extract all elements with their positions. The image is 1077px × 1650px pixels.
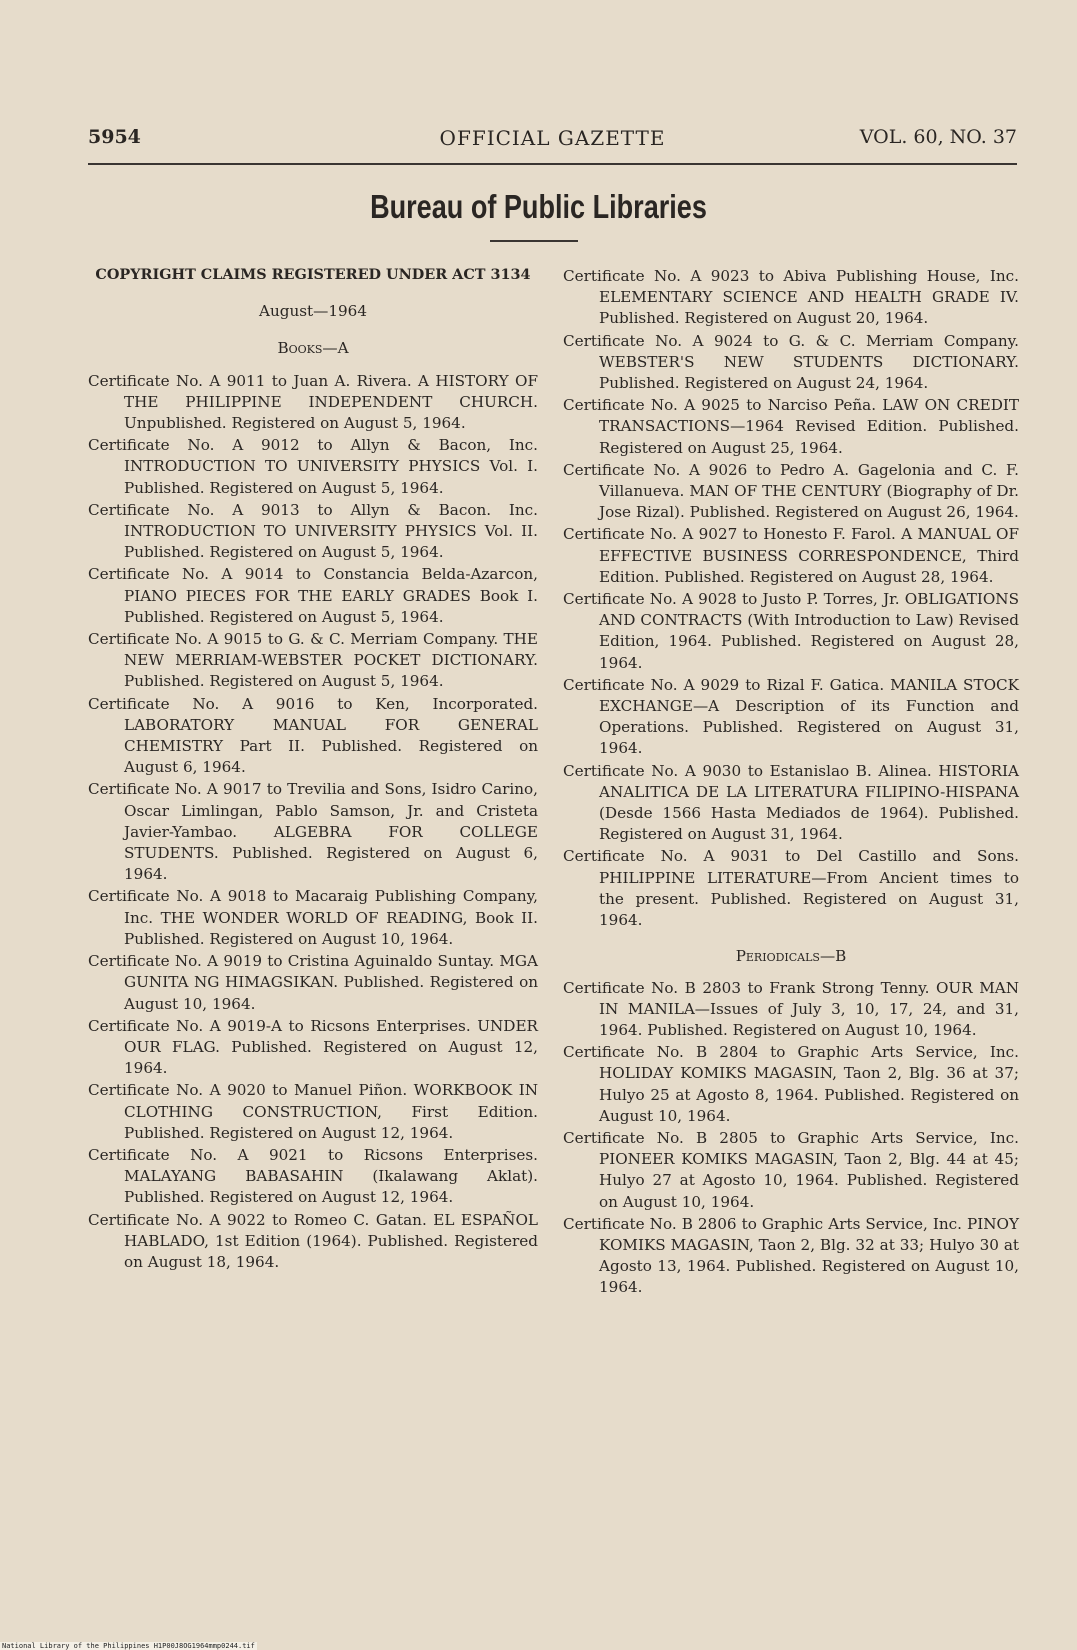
publication-title: OFFICIAL GAZETTE — [439, 126, 666, 150]
certificate-entry: Certificate No. B 2805 to Graphic Arts Service, Inc. PIONEER KOMIKS MAGASIN, Taon 2, Blg. 44 at 45; Hulyo 27 at Agosto 10, 1964. Published. Registered on August 10, 1964. — [563, 1128, 1019, 1211]
certificate-entry: Certificate No. A 9017 to Trevilia and Sons, Isidro Carino, Oscar Limlingan, Pablo Samson, Jr. and Cristeta Javier-Yambao. ALGEBRA FOR COLLEGE STUDENTS. Published. Registered on August 6, 1964. — [88, 780, 538, 884]
scan-footer: National Library of the Philippines H1P00J8OG1964mmp0244.tif — [2, 1642, 255, 1650]
certificate-entry: Certificate No. A 9013 to Allyn & Bacon. Inc. INTRODUCTION TO UNIVERSITY PHYSICS Vol. II. Published. Registered on August 5, 1964. — [88, 500, 538, 562]
certificate-entry: Certificate No. A 9031 to Del Castillo and Sons. PHILIPPINE LITERATURE—From Ancient times to the present. Published. Registered on August 31, 1964. — [563, 847, 1019, 930]
certificate-entry: Certificate No. A 9015 to G. & C. Merriam Company. THE NEW MERRIAM-WEBSTER POCKET DICTIONARY. Published. Registered on August 5, 1964. — [88, 630, 538, 691]
certificate-entry: Certificate No. B 2803 to Frank Strong Tenny. OUR MAN IN MANILA—Issues of July 3, 10, 17, 24, and 31, 1964. Published. Registered on August 10, 1964. — [563, 978, 1019, 1039]
right-column — [563, 266, 1019, 1300]
certificate-entry: Certificate No. A 9021 to Ricsons Enterprises. MALAYANG BABASAHIN (Ikalawang Aklat). Published. Registered on August 12, 1964. — [88, 1145, 538, 1207]
certificate-entry: Certificate No. A 9019-A to Ricsons Enterprises. UNDER OUR FLAG. Published. Registered on August 12, 1964. — [88, 1016, 538, 1078]
certificate-entry: Certificate No. A 9012 to Allyn & Bacon, Inc. INTRODUCTION TO UNIVERSITY PHYSICS Vol. I. Published. Registered on August 5, 1964. — [88, 436, 538, 497]
books-subheading: Books—A — [277, 339, 349, 358]
page-number: 5954 — [88, 126, 141, 148]
certificate-entry: Certificate No. A 9030 to Estanislao B. Alinea. HISTORIA ANALITICA DE LA LITERATURA FILIPINO-HISPANA (Desde 1566 Hasta Mediados de 1964). Published. Registered on August 31, 1964. — [563, 761, 1019, 844]
certificate-entry: Certificate No. A 9028 to Justo P. Torres, Jr. OBLIGATIONS AND CONTRACTS (With Introduction to Law) Revised Edition, 1964. Published. Registered on August 28, 1964. — [563, 590, 1019, 672]
certificate-entry: Certificate No. A 9026 to Pedro A. Gagelonia and C. F. Villanueva. MAN OF THE CENTURY (Biography of Dr. Jose Rizal). Published. Registered on August 26, 1964. — [563, 460, 1019, 522]
certificate-entry: Certificate No. A 9018 to Macaraig Publishing Company, Inc. THE WONDER WORLD OF READING, Book II. Published. Registered on August 10, 1964. — [88, 887, 538, 948]
certificate-entry: Certificate No. A 9027 to Honesto F. Farol. A MANUAL OF EFFECTIVE BUSINESS CORRESPONDENCE, Third Edition. Published. Registered on August 28, 1964. — [563, 525, 1019, 586]
certificate-entry: Certificate No. A 9029 to Rizal F. Gatica. MANILA STOCK EXCHANGE—A Description of its Function and Operations. Published. Registered on August 31, 1964. — [563, 675, 1019, 758]
title-rule — [490, 240, 578, 242]
certificate-entry: Certificate No. A 9023 to Abiva Publishing House, Inc. ELEMENTARY SCIENCE AND HEALTH GRADE IV. Published. Registered on August 20, 1964. — [563, 267, 1019, 328]
certificate-entry: Certificate No. A 9025 to Narciso Peña. LAW ON CREDIT TRANSACTIONS—1964 Revised Edition. Published. Registered on August 25, 1964. — [563, 396, 1019, 457]
periodicals-subheading: Periodicals—B — [735, 947, 847, 966]
certificate-entry: Certificate No. A 9011 to Juan A. Rivera. A HISTORY OF THE PHILIPPINE INDEPENDENT CHURCH. Unpublished. Registered on August 5, 1964. — [88, 371, 538, 433]
certificate-entry: Certificate No. A 9019 to Cristina Aguinaldo Suntay. MGA GUNITA NG HIMAGSIKAN. Published. Registered on August 10, 1964. — [88, 952, 538, 1013]
certificate-entry: Certificate No. B 2806 to Graphic Arts Service, Inc. PINOY KOMIKS MAGASIN, Taon 2, Blg. 32 at 33; Hulyo 30 at Agosto 13, 1964. Published. Registered on August 10, 1964. — [563, 1214, 1019, 1297]
certificate-entry: Certificate No. A 9020 to Manuel Piñon. WORKBOOK IN CLOTHING CONSTRUCTION, First Edition. Published. Registered on August 12, 1964. — [88, 1081, 538, 1142]
certificate-entry: Certificate No. B 2804 to Graphic Arts Service, Inc. HOLIDAY KOMIKS MAGASIN, Taon 2, Blg. 36 at 37; Hulyo 25 at Agosto 8, 1964. Published. Registered on August 10, 1964. — [563, 1043, 1019, 1125]
certificate-entry: Certificate No. A 9022 to Romeo C. Gatan. EL ESPAÑOL HABLADO, 1st Edition (1964). Published. Registered on August 18, 1964. — [88, 1210, 538, 1271]
page-header — [88, 126, 1017, 156]
page-title: Bureau of Public Libraries — [370, 188, 707, 225]
section-heading: COPYRIGHT CLAIMS REGISTERED UNDER ACT 3134 — [95, 266, 531, 283]
header-rule — [88, 163, 1017, 165]
certificate-entry: Certificate No. A 9024 to G. & C. Merriam Company. WEBSTER'S NEW STUDENTS DICTIONARY. Published. Registered on August 24, 1964. — [563, 331, 1019, 393]
left-column — [88, 264, 538, 1274]
certificate-entry: Certificate No. A 9014 to Constancia Belda-Azarcon, PIANO PIECES FOR THE EARLY GRADES Book I. Published. Registered on August 5, 1964. — [88, 565, 538, 626]
certificate-entry: Certificate No. A 9016 to Ken, Incorporated. LABORATORY MANUAL FOR GENERAL CHEMISTRY Part II. Published. Registered on August 6, 1964. — [88, 694, 538, 777]
volume-number: VOL. 60, NO. 37 — [859, 126, 1017, 148]
section-date: August—1964 — [259, 302, 367, 321]
